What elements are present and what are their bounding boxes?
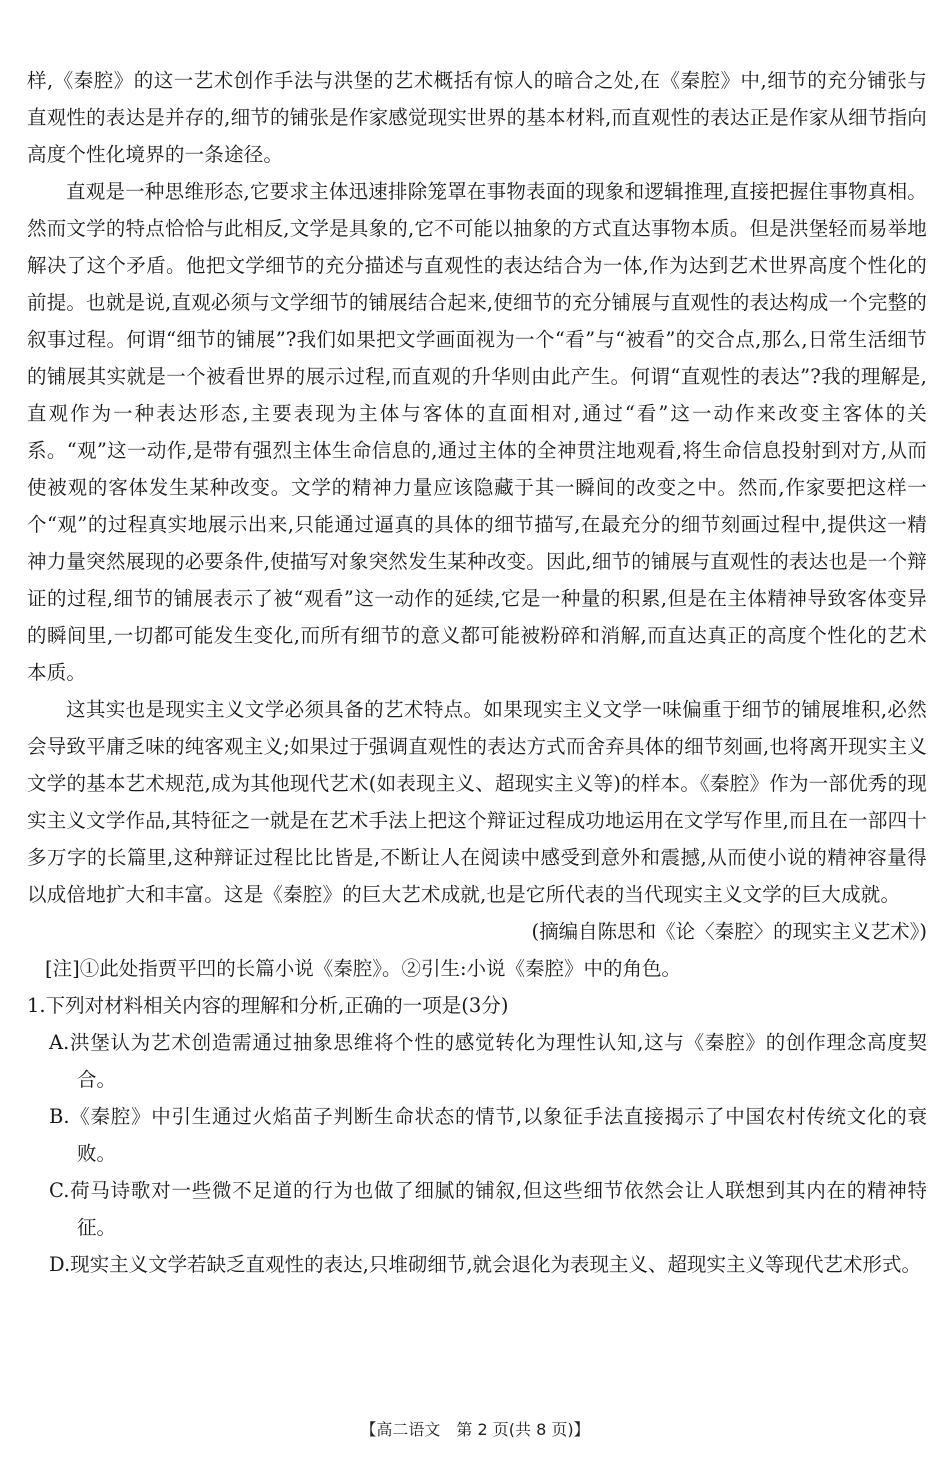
source-citation: (摘编自陈思和《论〈秦腔〉的现实主义艺术》) [531, 920, 927, 943]
document-page [27, 62, 927, 1283]
annotation-note: [注]①此处指贾平凹的长篇小说《秦腔》。②引生:小说《秦腔》中的角色。 [45, 957, 682, 980]
option-a: A.洪堡认为艺术创造需通过抽象思维将个性的感觉转化为理性认知,这与《秦腔》的创作理念高度契合。 [49, 1031, 927, 1091]
paragraph-3: 这其实也是现实主义文学必须具备的艺术特点。如果现实主义文学一味偏重于细节的铺展堆积,必然会导致平庸乏味的纯客观主义;如果过于强调直观性的表达方式而舍弃具体的细节刻画,也将离开现实主义文学的基本艺术规范,成为其他现代艺术(如表现主义、超现实主义等)的样本。《秦腔》作为一部优秀的现实主义文学作品,其特征之一就是在艺术手法上把这个辩证过程成功地运用在文学写作里,而且在一部四十多万字的长篇里,这种辩证过程比比皆是,不断让人在阅读中感受到意外和震撼,从而使小说的精神容量得以成倍地扩大和丰富。这是《秦腔》的巨大艺术成就,也是它所代表的当代现实主义文学的巨大成就。 [27, 698, 927, 906]
option-d: D.现实主义文学若缺乏直观性的表达,只堆砌细节,就会退化为表现主义、超现实主义等现代艺术形式。 [49, 1253, 922, 1276]
option-c: C.荷马诗歌对一些微不足道的行为也做了细腻的铺叙,但这些细节依然会让人联想到其内在的精神特征。 [49, 1179, 927, 1239]
paragraph-1: 样,《秦腔》的这一艺术创作手法与洪堡的艺术概括有惊人的暗合之处,在《秦腔》中,细节的充分铺张与直观性的表达是并存的,细节的铺张是作家感觉现实世界的基本材料,而直观性的表达正是作家从细节指向高度个性化境界的一条途径。 [27, 69, 927, 166]
question-stem: 1.下列对材料相关内容的理解和分析,正确的一项是(3分) [27, 994, 509, 1017]
option-b: B.《秦腔》中引生通过火焰苗子判断生命状态的情节,以象征手法直接揭示了中国农村传统文化的衰败。 [49, 1105, 927, 1165]
answer-options [27, 1024, 927, 1283]
page-footer: 【高二语文 第 2 页(共 8 页)】 [360, 1420, 590, 1439]
paragraph-2: 直观是一种思维形态,它要求主体迅速排除笼罩在事物表面的现象和逻辑推理,直接把握住事物真相。然而文学的特点恰恰与此相反,文学是具象的,它不可能以抽象的方式直达事物本质。但是洪堡轻而易举地解决了这个矛盾。他把文学细节的充分描述与直观性的表达结合为一体,作为达到艺术世界高度个性化的前提。也就是说,直观必须与文学细节的铺展结合起来,使细节的充分铺展与直观性的表达构成一个完整的叙事过程。何谓“细节的铺展”?我们如果把文学画面视为一个“看”与“被看”的交合点,那么,日常生活细节的铺展其实就是一个被看世界的展示过程,而直观的升华则由此产生。何谓“直观性的表达”?我的理解是,直观作为一种表达形态,主要表现为主体与客体的直面相对,通过“看”这一动作来改变主客体的关系。“观”这一动作,是带有强烈主体生命信息的,通过主体的全神贯注地观看,将生命信息投射到对方,从而使被观的客体发生某种改变。文学的精神力量应该隐藏于其一瞬间的改变之中。然而,作家要把这样一个“观”的过程真实地展示出来,只能通过逼真的具体的细节描写,在最充分的细节刻画过程中,提供这一精神力量突然展现的必要条件,使描写对象突然发生某种改变。因此,细节的铺展与直观性的表达也是一个辩证的过程,细节的铺展表示了被“观看”这一动作的延续,它是一种量的积累,但是在主体精神导致客体变异的瞬间里,一切都可能发生变化,而所有细节的意义都可能被粉碎和消解,而直达真正的高度个性化的艺术本质。 [27, 180, 927, 684]
